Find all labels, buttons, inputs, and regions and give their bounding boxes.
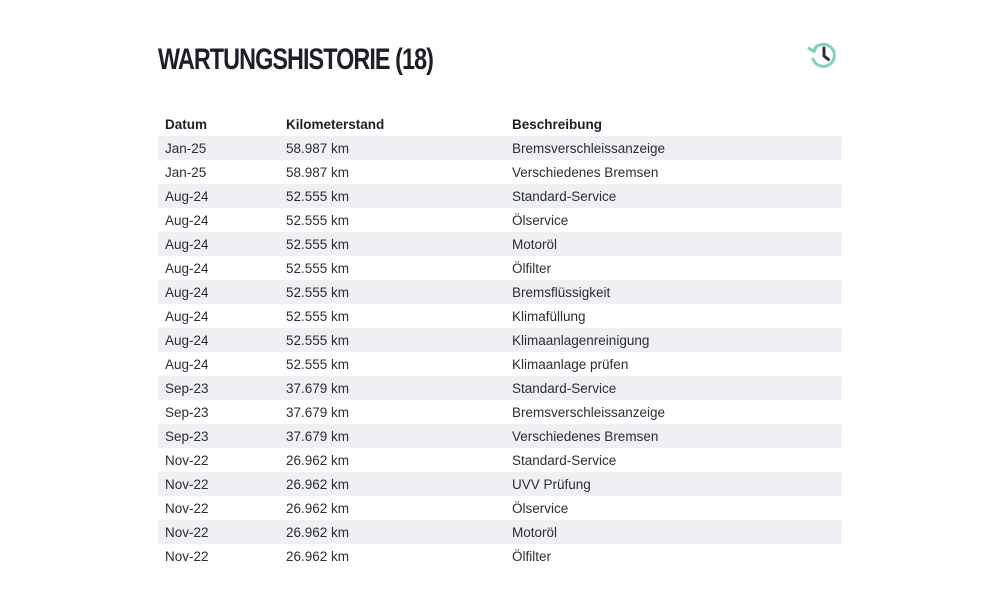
table-row	[158, 136, 842, 160]
cell-date: Nov-22	[165, 548, 209, 564]
table-row	[158, 496, 842, 520]
cell-description: Ölservice	[512, 212, 569, 228]
cell-date: Jan-25	[165, 140, 207, 156]
cell-mileage: 52.555 km	[286, 188, 350, 204]
cell-description: Klimafüllung	[512, 308, 586, 324]
history-clock-icon	[806, 38, 840, 72]
cell-description: Standard-Service	[512, 452, 617, 468]
cell-mileage: 26.962 km	[286, 500, 350, 516]
table-row	[158, 184, 842, 208]
cell-date: Sep-23	[165, 380, 209, 396]
cell-description: Ölfilter	[512, 548, 552, 564]
cell-mileage: 52.555 km	[286, 356, 350, 372]
cell-date: Sep-23	[165, 404, 209, 420]
column-header-mileage: Kilometerstand	[286, 116, 385, 132]
cell-date: Aug-24	[165, 284, 209, 300]
cell-mileage: 37.679 km	[286, 428, 350, 444]
cell-date: Nov-22	[165, 476, 209, 492]
cell-date: Jan-25	[165, 164, 207, 180]
column-header-date: Datum	[165, 116, 208, 132]
table-row	[158, 352, 842, 376]
cell-description: Motoröl	[512, 236, 558, 252]
panel-header	[158, 38, 842, 82]
cell-mileage: 37.679 km	[286, 380, 350, 396]
history-button[interactable]	[806, 38, 840, 72]
cell-mileage: 52.555 km	[286, 260, 350, 276]
maintenance-history-panel	[158, 0, 842, 600]
table-row	[158, 520, 842, 544]
cell-mileage: 26.962 km	[286, 452, 350, 468]
cell-date: Sep-23	[165, 428, 209, 444]
table-row	[158, 424, 842, 448]
cell-description: Motoröl	[512, 524, 558, 540]
table-row	[158, 448, 842, 472]
cell-date: Nov-22	[165, 500, 209, 516]
table-row	[158, 232, 842, 256]
cell-description: Klimaanlage prüfen	[512, 356, 629, 372]
table-row	[158, 376, 842, 400]
cell-mileage: 52.555 km	[286, 212, 350, 228]
cell-description: Bremsflüssigkeit	[512, 284, 611, 300]
table-header-row	[158, 112, 842, 136]
cell-mileage: 52.555 km	[286, 308, 350, 324]
cell-date: Aug-24	[165, 212, 209, 228]
table-row	[158, 160, 842, 184]
cell-description: Ölservice	[512, 500, 569, 516]
cell-date: Nov-22	[165, 452, 209, 468]
table-row	[158, 472, 842, 496]
table-row	[158, 304, 842, 328]
cell-mileage: 26.962 km	[286, 476, 350, 492]
cell-description: Standard-Service	[512, 380, 617, 396]
table-row	[158, 544, 842, 568]
cell-date: Aug-24	[165, 260, 209, 276]
column-header-description: Beschreibung	[512, 116, 603, 132]
cell-date: Aug-24	[165, 188, 209, 204]
cell-description: Standard-Service	[512, 188, 617, 204]
cell-description: Verschiedenes Bremsen	[512, 164, 659, 180]
table-row	[158, 208, 842, 232]
cell-mileage: 58.987 km	[286, 164, 350, 180]
cell-date: Aug-24	[165, 356, 209, 372]
cell-mileage: 26.962 km	[286, 548, 350, 564]
cell-mileage: 52.555 km	[286, 284, 350, 300]
cell-mileage: 26.962 km	[286, 524, 350, 540]
cell-description: Klimaanlagenreinigung	[512, 332, 650, 348]
cell-description: Bremsverschleissanzeige	[512, 140, 666, 156]
cell-description: Ölfilter	[512, 260, 552, 276]
cell-date: Aug-24	[165, 308, 209, 324]
table-row	[158, 280, 842, 304]
cell-mileage: 58.987 km	[286, 140, 350, 156]
page-title: WARTUNGSHISTORIE (18)	[158, 43, 434, 76]
table-row	[158, 328, 842, 352]
cell-mileage: 52.555 km	[286, 332, 350, 348]
cell-date: Nov-22	[165, 524, 209, 540]
maintenance-table	[158, 112, 842, 568]
table-row	[158, 256, 842, 280]
cell-description: Verschiedenes Bremsen	[512, 428, 659, 444]
cell-date: Aug-24	[165, 236, 209, 252]
cell-mileage: 37.679 km	[286, 404, 350, 420]
cell-description: Bremsverschleissanzeige	[512, 404, 666, 420]
table-row	[158, 400, 842, 424]
table-body	[158, 136, 842, 568]
cell-mileage: 52.555 km	[286, 236, 350, 252]
cell-date: Aug-24	[165, 332, 209, 348]
cell-description: UVV Prüfung	[512, 476, 591, 492]
